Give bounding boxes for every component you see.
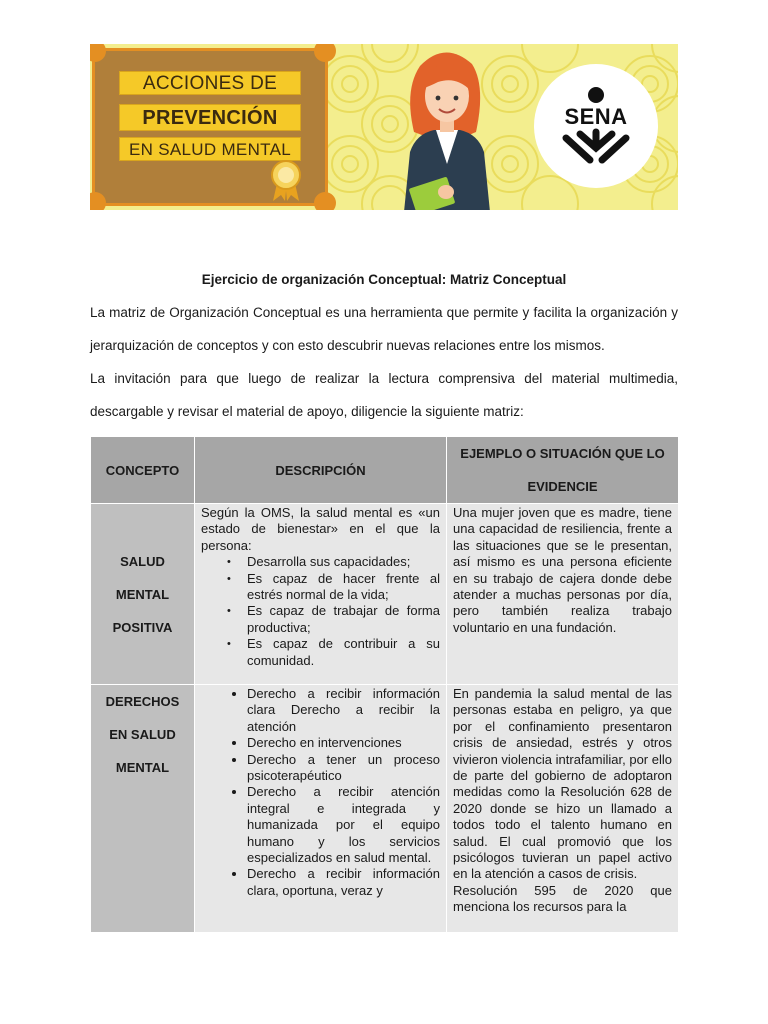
document-title: Ejercicio de organización Conceptual: Matriz Conceptual <box>201 272 567 287</box>
list-item: • Derecho a recibir información clara, oportuna, veraz y <box>247 866 440 899</box>
concept-cell <box>91 685 195 933</box>
concept-matrix-table <box>90 436 679 933</box>
intro-paragraph: La matriz de Organización Conceptual es una herramienta que permite y facilita la organización y jerarquización de conceptos y con esto descubrir nuevas relaciones entre los mismos. <box>90 305 678 353</box>
title-plaque <box>92 48 328 206</box>
table-row <box>91 504 679 685</box>
description-cell <box>195 685 447 933</box>
concept-line: EN SALUD <box>109 727 176 742</box>
header-banner <box>90 44 678 210</box>
businesswoman-illustration <box>390 46 500 210</box>
concept-line: DERECHOS <box>105 694 180 709</box>
example-cell: Una mujer joven que es madre, tiene una capacidad de resiliencia, frente a las situaciones que se le presentan, así mismo es una persona eficiente en su trabajo de cajera donde debe atender a muchas personas por día, pero también realiza trabajo voluntario en una fundación. <box>447 504 679 685</box>
list-item: • Es capaz de trabajar de forma productiva; <box>247 603 440 636</box>
concept-cell <box>91 504 195 685</box>
list-item: • Es capaz de hacer frente al estrés normal de la vida; <box>247 571 440 604</box>
list-item: • Derecho a recibir atención integral e integrada y humanizada por el equipo humano y los servicios especializados en salud mental. <box>247 784 440 866</box>
list-item: • Derecho a recibir información clara Derecho a recibir la atención <box>247 686 440 735</box>
list-item: • Desarrolla sus capacidades; <box>247 554 440 570</box>
list-item: • Derecho a tener un proceso psicoterapéutico <box>247 752 440 785</box>
example-cell <box>447 685 679 933</box>
sena-logo-text: SENA <box>564 104 628 129</box>
table-row <box>91 685 679 933</box>
header-description: DESCRIPCIÓN <box>195 437 447 504</box>
example-paragraph: Resolución 595 de 2020 que menciona los recursos para la <box>453 882 672 915</box>
concept-line: POSITIVA <box>112 619 173 635</box>
instruction-paragraph: La invitación para que luego de realizar la lectura comprensiva del material multimedia, descargable y revisar el material de apoyo, diligencie la siguiente matriz: <box>90 371 678 419</box>
concept-line: SALUD <box>120 553 165 569</box>
award-rosette-icon <box>269 159 303 203</box>
list-item: • Es capaz de contribuir a su comunidad. <box>247 636 440 669</box>
banner-line-1: ACCIONES DE <box>119 71 301 95</box>
sena-logo <box>534 64 658 188</box>
banner-line-3: EN SALUD MENTAL <box>119 137 301 161</box>
banner-line-2: PREVENCIÓN <box>119 104 301 131</box>
concept-line: MENTAL <box>115 760 170 775</box>
header-example: EJEMPLO O SITUACIÓN QUE LO EVIDENCIE <box>447 437 679 504</box>
list-item: • Derecho en intervenciones <box>247 735 440 751</box>
description-list <box>201 686 440 899</box>
example-paragraph: En pandemia la salud mental de las personas estaba en peligro, ya que por el confinamiento presentaron crisis de ansiedad, estrés y otros vivieron violencia intrafamiliar, por ello de parte del gobierno de adoptaron medidas como la Resolución 628 de 2020 donde se hizo un llamado a todos todo el talento humano en salud. El cual promovió que los psicólogos tuvieran un papel activo en la atención a casos de crisis. <box>453 686 672 882</box>
concept-line: MENTAL <box>115 586 170 602</box>
table-header-row <box>91 437 679 504</box>
description-list <box>201 554 440 669</box>
description-intro: Según la OMS, la salud mental es «un estado de bienestar» en el que la persona: <box>201 505 440 553</box>
description-cell <box>195 504 447 685</box>
header-concept: CONCEPTO <box>91 437 195 504</box>
